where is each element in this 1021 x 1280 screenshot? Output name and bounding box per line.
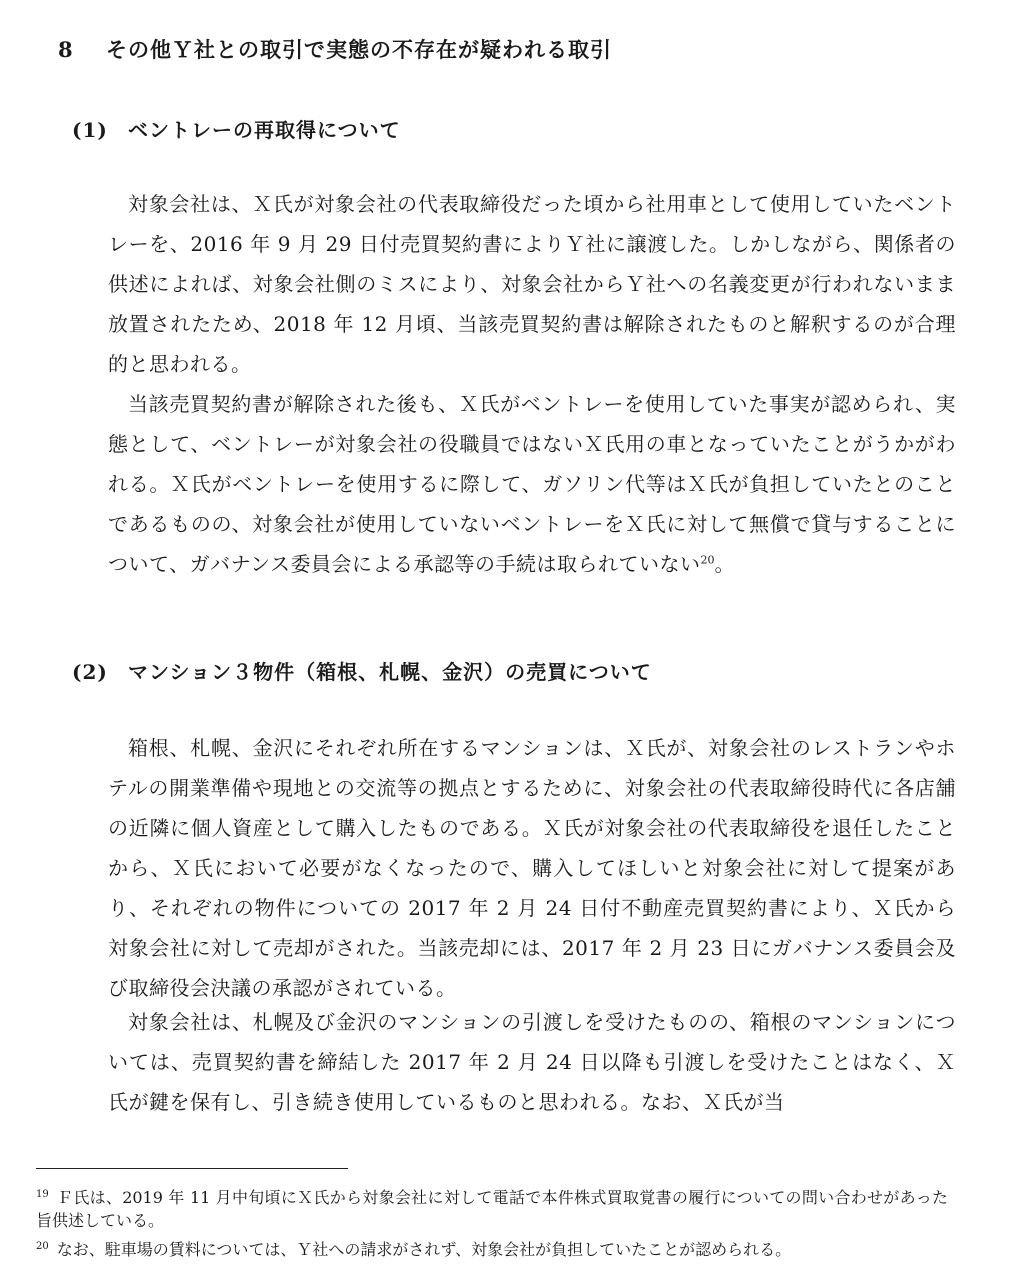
section-title: その他Ｙ社との取引で実態の不存在が疑われる取引 [106,37,612,62]
paragraph-1-1 [108,184,956,384]
paragraph-text: 箱根、札幌、金沢にそれぞれ所在するマンションは、Ｘ氏が、対象会社のレストランやホテルの開業準備や現地との交流等の拠点とするために、対象会社の代表取締役時代に各店舗の近隣に個人資産として購入したものである。Ｘ氏が対象会社の代表取締役を退任したことから、Ｘ氏において必要がなくなったので、購入してほしいと対象会社に対して提案があり、それぞれの物件についての 2017 年 2 月 24 日付不動産売買契約書により、Ｘ氏から対象会社に対して売却がされた。当該売却には、2017 年 2 月 23 日にガバナンス委員会及び取締役会決議の承認がされている。 [108,736,956,1000]
section-heading [58,34,612,64]
paragraph-text: 対象会社は、Ｘ氏が対象会社の代表取締役だった頃から社用車として使用していたベントレーを、2016 年 9 月 29 日付売買契約書によりＹ社に譲渡した。しかしながら、関係者の供述によれば、対象会社側のミスにより、対象会社からＹ社への名義変更が行われないまま放置されたため、2018 年 12 月頃、当該売買契約書は解除されたものと解釈するのが合理的と思われる。 [108,192,956,376]
footnote-reference: 20 [700,553,715,567]
footnote-20 [36,1238,948,1261]
footnote-19 [36,1186,948,1232]
footnote-separator [36,1168,348,1169]
section-number: 8 [58,37,74,62]
paragraph-suffix: 。 [714,552,735,576]
paragraph-text: 当該売買契約書が解除された後も、Ｘ氏がベントレーを使用していた事実が認められ、実態として、ベントレーが対象会社の役職員ではないＸ氏用の車となっていたことがうかがわれる。Ｘ氏がベントレーを使用するに際して、ガソリン代等はＸ氏が負担していたとのことであるものの、対象会社が使用していないベントレーをＸ氏に対して無償で貸与することについて、ガバナンス委員会による承認等の手続は取られていない [108,392,956,576]
subsection-number: (1) [72,118,108,142]
footnote-number: 20 [36,1240,49,1252]
subsection-heading-1 [72,114,401,143]
subsection-title: ベントレーの再取得について [128,118,401,142]
subsection-number: (2) [72,660,108,684]
paragraph-2-1 [108,728,956,1008]
paragraph-2-2 [108,1002,956,1122]
paragraph-text: 対象会社は、札幌及び金沢のマンションの引渡しを受けたものの、箱根のマンションについては、売買契約書を締結した 2017 年 2 月 24 日以降も引渡しを受けたことはなく、Ｘ氏が鍵を保有し、引き続き使用しているものと思われる。なお、Ｘ氏が当 [108,1010,956,1114]
subsection-heading-2 [72,656,652,685]
footnote-text: Ｆ氏は、2019 年 11 月中旬頃にＸ氏から対象会社に対して電話で本件株式買取覚書の履行についての問い合わせがあった旨供述している。 [36,1188,948,1230]
subsection-title: マンション３物件（箱根、札幌、金沢）の売買について [128,660,652,684]
footnote-text: なお、駐車場の賃料については、Ｙ社への請求がされず、対象会社が負担していたことが認められる。 [56,1240,792,1259]
paragraph-1-2 [108,384,956,584]
footnote-number: 19 [36,1188,49,1200]
